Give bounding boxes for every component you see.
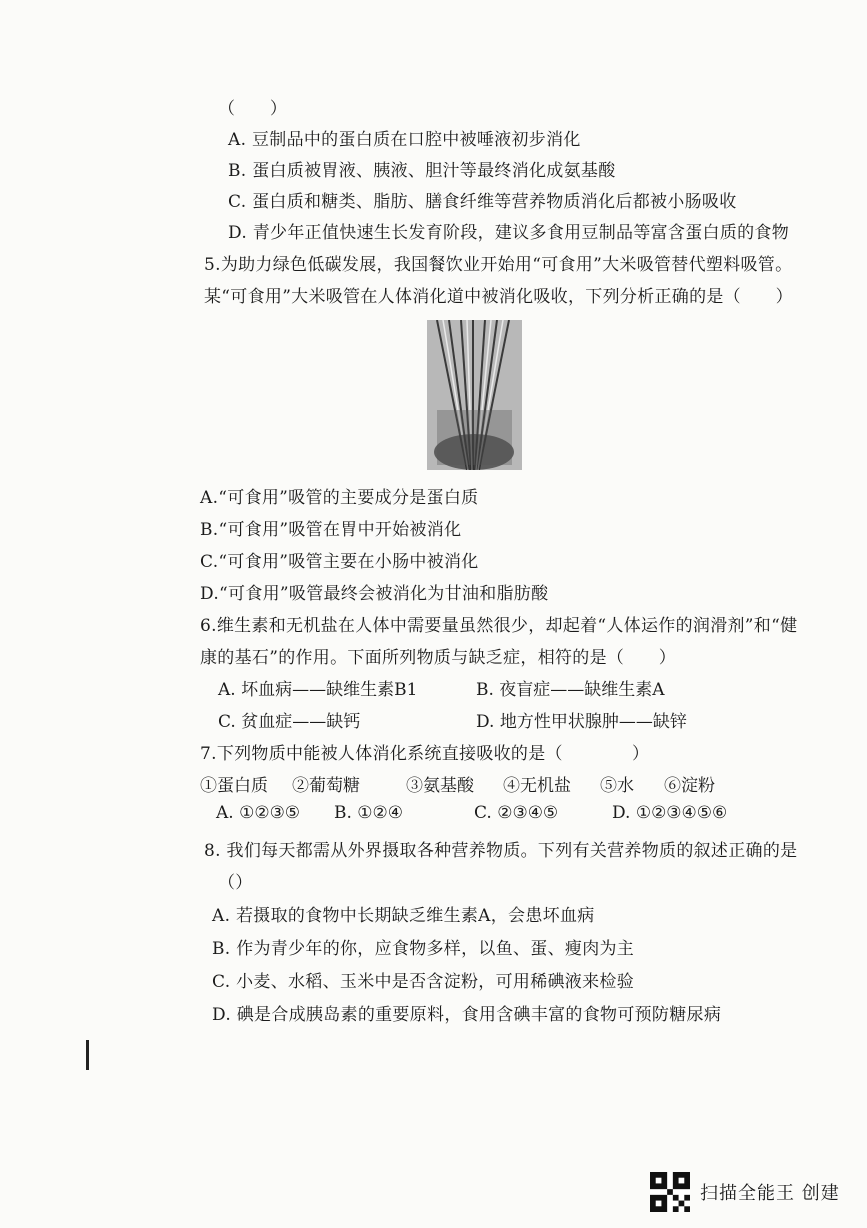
- q6-option-d: D. 地方性甲状腺肿——缺锌: [476, 712, 687, 732]
- q5-option-a: A.“可食用”吸管的主要成分是蛋白质: [200, 488, 479, 508]
- q4-option-a: A. 豆制品中的蛋白质在口腔中被唾液初步消化: [228, 130, 581, 150]
- q7-option-c: C. ②③④⑤: [474, 803, 559, 823]
- q7-option-a: A. ①②③⑤: [216, 803, 301, 823]
- q7-option-d: D. ①②③④⑤⑥: [612, 803, 728, 823]
- q5-option-b: B.“可食用”吸管在胃中开始被消化: [200, 520, 462, 540]
- q6-option-c: C. 贫血症——缺钙: [218, 712, 361, 732]
- q4-option-c: C. 蛋白质和糖类、脂肪、膳食纤维等营养物质消化后都被小肠吸收: [228, 192, 737, 212]
- q7-item-3: ③氨基酸: [406, 776, 474, 796]
- q7-item-5: ⑤水: [600, 776, 634, 796]
- q4-option-d: D. 青少年正值快速生长发育阶段，建议多食用豆制品等富含蛋白质的食物: [228, 223, 790, 243]
- q7-stem: 7.下列物质中能被人体消化系统直接吸收的是（ ）: [200, 744, 650, 764]
- q8-stem-line2: （）: [218, 873, 253, 893]
- q5-option-c: C.“可食用”吸管主要在小肠中被消化: [200, 552, 479, 572]
- q7-item-1: ①蛋白质: [200, 776, 268, 796]
- scanner-watermark: [650, 1172, 840, 1212]
- q7-item-4: ④无机盐: [503, 776, 571, 796]
- q8-option-d: D. 碘是合成胰岛素的重要原料，食用含碘丰富的食物可预防糖尿病: [212, 1005, 722, 1025]
- q5-stem-line1: 5.为助力绿色低碳发展，我国餐饮业开始用“可食用”大米吸管替代塑料吸管。: [204, 255, 793, 275]
- q4-option-b: B. 蛋白质被胃液、胰液、胆汁等最终消化成氨基酸: [228, 161, 616, 181]
- q4-stem-tail: （ ）: [218, 99, 288, 119]
- q8-option-a: A. 若摄取的食物中长期缺乏维生素A，会患坏血病: [212, 906, 595, 926]
- q8-stem-line1: 8. 我们每天都需从外界摄取各种营养物质。下列有关营养物质的叙述正确的是: [204, 841, 798, 861]
- q5-stem-line2: 某“可食用”大米吸管在人体消化道中被消化吸收，下列分析正确的是（ ）: [204, 287, 793, 307]
- q7-option-b: B. ①②④: [334, 803, 404, 823]
- qr-code-icon: [650, 1172, 690, 1212]
- q8-option-c: C. 小麦、水稻、玉米中是否含淀粉，可用稀碘液来检验: [212, 972, 635, 992]
- q7-item-2: ②葡萄糖: [292, 776, 360, 796]
- q6-stem-line1: 6.维生素和无机盐在人体中需要量虽然很少，却起着“人体运作的润滑剂”和“健: [200, 616, 798, 636]
- q6-option-a: A. 坏血病——缺维生素B1: [218, 680, 418, 700]
- margin-mark: [86, 1040, 89, 1070]
- q8-option-b: B. 作为青少年的你，应食物多样，以鱼、蛋、瘦肉为主: [212, 939, 635, 959]
- watermark-text: 扫描全能王 创建: [700, 1183, 840, 1204]
- q5-option-d: D.“可食用”吸管最终会被消化为甘油和脂肪酸: [200, 584, 549, 604]
- q6-option-b: B. 夜盲症——缺维生素A: [476, 680, 665, 700]
- q6-stem-line2: 康的基石”的作用。下面所列物质与缺乏症，相符的是（ ）: [200, 648, 677, 668]
- rice-straw-photo: [427, 320, 522, 470]
- q7-item-6: ⑥淀粉: [664, 776, 715, 796]
